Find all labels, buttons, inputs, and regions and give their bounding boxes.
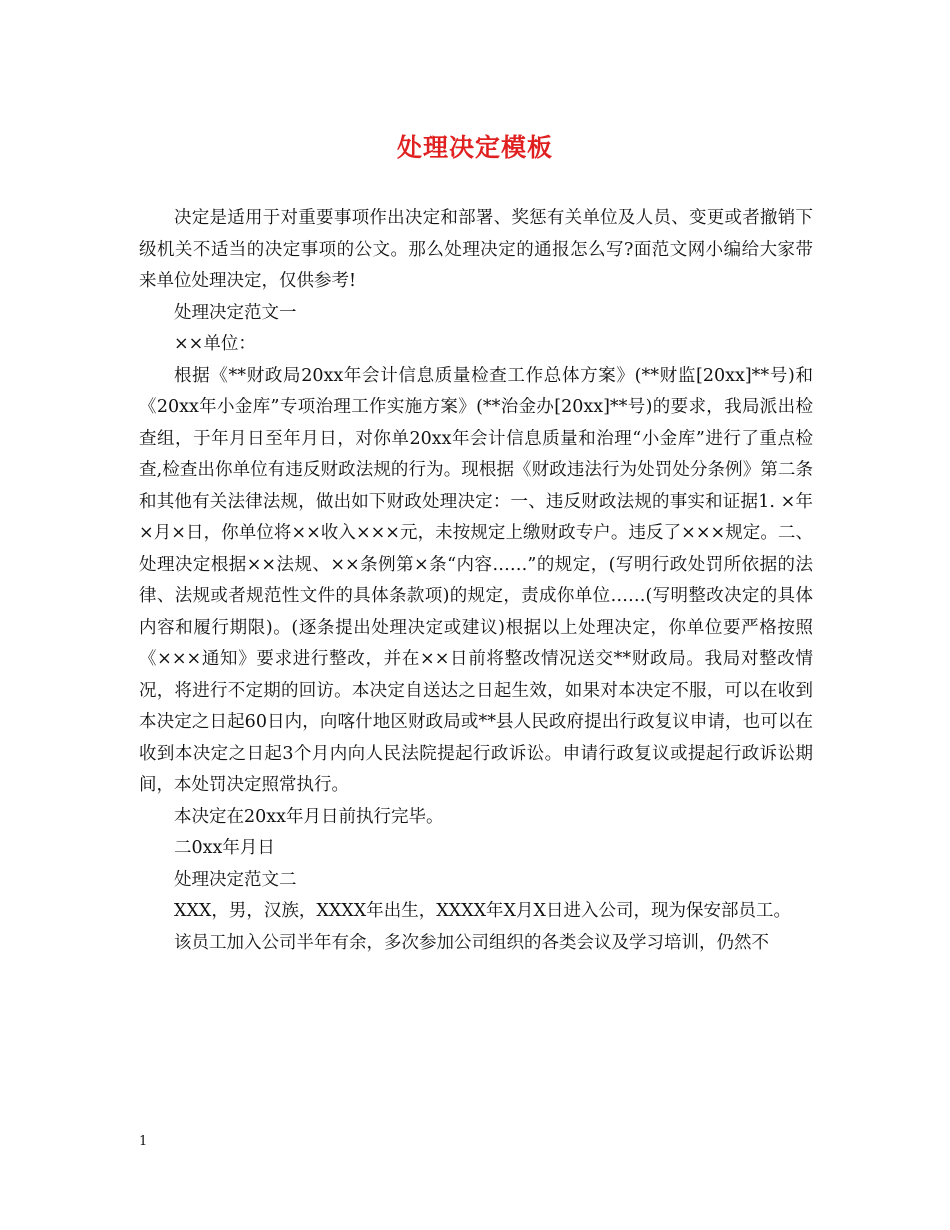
paragraph-decision-body: 根据《**财政局20xx年会计信息质量检查工作总体方案》(**财监[20xx]**号)和《20xx年小金库”专项治理工作实施方案》(**治金办[20xx]**号)的要求，我局派出检查组，于年月日至年月日，对你单20xx年会计信息质量和治理“小金库”进行了重点检查,检查出你单位有违反财政法规的行为。现根据《财政违法行为处罚处分条例》第二条和其他有关法律法规，做出如下财政处理决定：一、违反财政法规的事实和证据1. ×年×月×日，你单位将××收入×××元，未按规定上缴财政专户。违反了×××规定。二、处理决定根据××法规、××条例第×条“内容……”的规定，(写明行政处罚所依据的法律、法规或者规范性文件的具体条款项)的规定，责成你单位……(写明整改决定的具体内容和履行期限)。(逐条提出处理决定或建议)根据以上处理决定，你单位要严格按照《×××通知》要求进行整改，并在××日前将整改情况送交**财政局。我局对整改情况，将进行不定期的回访。本决定自送达之日起生效，如果对本决定不服，可以在收到本决定之日起60日内，向喀什地区财政局或**县人民政府提出行政复议申请，也可以在收到本决定之日起3个月内向人民法院提起行政诉讼。申请行政复议或提起行政诉讼期间，本处罚决定照常执行。 xyxy=(139,365,813,795)
paragraph-date: 二0xx年月日 xyxy=(174,838,275,858)
document-title: 处理决定模板 xyxy=(396,133,553,162)
paragraph-intro: 决定是适用于对重要事项作出决定和部署、奖惩有关单位及人员、变更或者撤销下级机关不适当的决定事项的公文。那么处理决定的通报怎么写?面范文网小编给大家带来单位处理决定，仅供参考! xyxy=(139,208,813,291)
document-body xyxy=(139,203,813,959)
paragraph-employee-conduct: 该员工加入公司半年有余，多次参加公司组织的各类会议及学习培训，仍然不 xyxy=(174,932,769,953)
page-number: 1 xyxy=(139,1134,148,1149)
paragraph-sample-two-heading: 处理决定范文二 xyxy=(174,869,297,890)
paragraph-addressee: ××单位： xyxy=(174,334,256,354)
paragraph-employee-info: XXX，男，汉族，XXXX年出生，XXXX年X月X日进入公司，现为保安部员工。 xyxy=(174,901,791,921)
paragraph-sample-one-heading: 处理决定范文一 xyxy=(174,302,297,323)
paragraph-completion: 本决定在20xx年月日前执行完毕。 xyxy=(174,806,444,827)
